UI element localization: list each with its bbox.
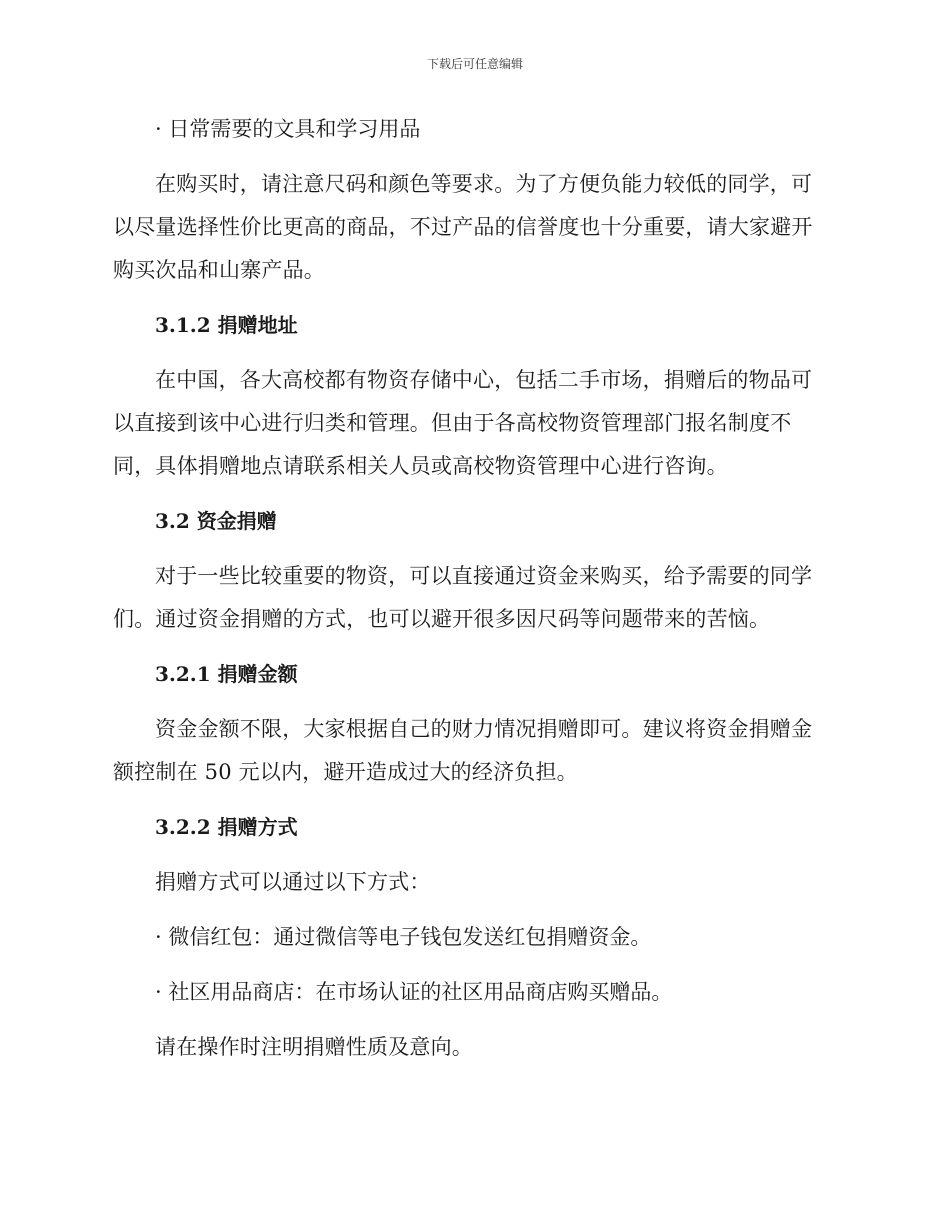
paragraph-donation-amount: 资金金额不限，大家根据自己的财力情况捐赠即可。建议将资金捐赠金额控制在 50 元以内，避开造成过大的经济负担。 (113, 717, 813, 784)
document-body (113, 108, 833, 1069)
heading-3-1-2: 3.1.2 捐赠地址 (155, 313, 298, 337)
heading-3-2: 3.2 资金捐赠 (155, 509, 277, 533)
paragraph-donation-address: 在中国，各大高校都有物资存储中心，包括二手市场，捐赠后的物品可以直接到该中心进行归类和管理。但由于各高校物资管理部门报名制度不同，具体捐赠地点请联系相关人员或高校物资管理中心进行咨询。 (113, 368, 813, 478)
paragraph-purchase-notes: 在购买时，请注意尺码和颜色等要求。为了方便负能力较低的同学，可以尽量选择性价比更高的商品，不过产品的信誉度也十分重要，请大家避开购买次品和山寨产品。 (113, 172, 813, 282)
bullet-community-store: · 社区用品商店：在市场认证的社区用品商店购买赠品。 (155, 980, 673, 1004)
heading-3-2-1: 3.2.1 捐赠金额 (155, 662, 298, 686)
heading-3-2-2: 3.2.2 捐赠方式 (155, 815, 298, 839)
bullet-wechat-red-packet: · 微信红包：通过微信等电子钱包发送红包捐赠资金。 (155, 925, 652, 949)
paragraph-fund-donation: 对于一些比较重要的物资，可以直接通过资金来购买，给予需要的同学们。通过资金捐赠的方式，也可以避开很多因尺码等问题带来的苦恼。 (113, 564, 813, 631)
paragraph-donation-methods-intro: 捐赠方式可以通过以下方式： (155, 870, 431, 894)
bullet-stationery: · 日常需要的文具和学习用品 (155, 117, 421, 141)
page-header: 下载后可任意编辑 (426, 57, 523, 71)
paragraph-closing-note: 请在操作时注明捐赠性质及意向。 (155, 1035, 473, 1059)
